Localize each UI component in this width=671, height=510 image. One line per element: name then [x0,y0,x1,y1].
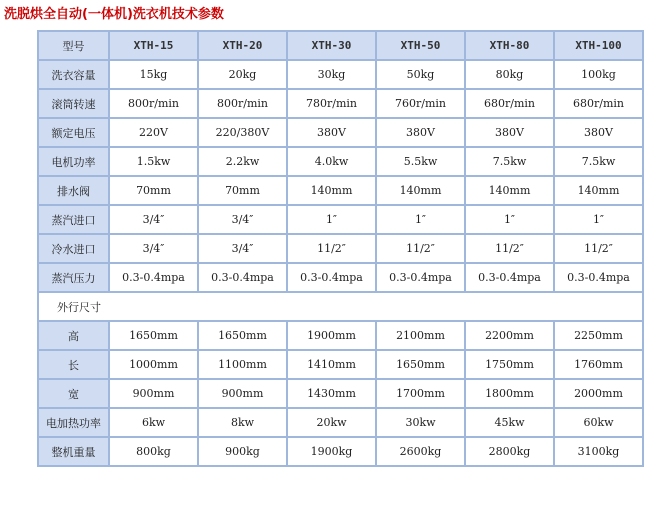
value-cell: 0.3-0.4mpa [110,264,197,291]
row-label-cell: 蒸汽压力 [39,264,108,291]
value-cell: 900mm [110,380,197,407]
row-label-cell: 冷水进口 [39,235,108,262]
value-cell: 680r/min [466,90,553,117]
model-header-cell: XTH-100 [555,32,642,59]
value-cell: 3/4″ [110,206,197,233]
value-cell: 1″ [555,206,642,233]
table-row [39,177,642,204]
value-cell: 7.5kw [466,148,553,175]
value-cell: 11/2″ [288,235,375,262]
row-label-cell: 蒸汽进口 [39,206,108,233]
value-cell: 6kw [110,409,197,436]
value-cell: 0.3-0.4mpa [555,264,642,291]
value-cell: 7.5kw [555,148,642,175]
page-title: 洗脱烘全自动(一体机)洗衣机技术参数 [4,7,224,22]
value-cell: 2200mm [466,322,553,349]
value-cell: 1650mm [377,351,464,378]
row-label-cell: 电机功率 [39,148,108,175]
value-cell: 70mm [110,177,197,204]
row-label-cell: 整机重量 [39,438,108,465]
value-cell: 800r/min [199,90,286,117]
row-label-cell: 滚筒转速 [39,90,108,117]
value-cell: 380V [555,119,642,146]
value-cell: 3/4″ [199,206,286,233]
section-row [39,293,642,320]
value-cell: 0.3-0.4mpa [377,264,464,291]
row-label-cell: 洗衣容量 [39,61,108,88]
value-cell: 380V [288,119,375,146]
value-cell: 11/2″ [377,235,464,262]
value-cell: 1900kg [288,438,375,465]
table-row [39,119,642,146]
value-cell: 3/4″ [110,235,197,262]
value-cell: 220V [110,119,197,146]
value-cell: 0.3-0.4mpa [288,264,375,291]
value-cell: 0.3-0.4mpa [466,264,553,291]
row-label-cell: 长 [39,351,108,378]
table-row [39,206,642,233]
value-cell: 1410mm [288,351,375,378]
model-header-cell: XTH-20 [199,32,286,59]
value-cell: 20kg [199,61,286,88]
value-cell: 30kg [288,61,375,88]
value-cell: 3100kg [555,438,642,465]
value-cell: 8kw [199,409,286,436]
value-cell: 1.5kw [110,148,197,175]
value-cell: 20kw [288,409,375,436]
row-label-cell: 高 [39,322,108,349]
table-row [39,322,642,349]
table-header-row [39,32,642,59]
value-cell: 50kg [377,61,464,88]
value-cell: 30kw [377,409,464,436]
model-header-cell: XTH-30 [288,32,375,59]
table-row [39,438,642,465]
value-cell: 900kg [199,438,286,465]
value-cell: 70mm [199,177,286,204]
value-cell: 1650mm [199,322,286,349]
value-cell: 2600kg [377,438,464,465]
value-cell: 1100mm [199,351,286,378]
model-header-cell: XTH-80 [466,32,553,59]
value-cell: 3/4″ [199,235,286,262]
row-label-cell: 电加热功率 [39,409,108,436]
value-cell: 800kg [110,438,197,465]
value-cell: 2000mm [555,380,642,407]
value-cell: 380V [377,119,464,146]
value-cell: 220/380V [199,119,286,146]
value-cell: 1″ [288,206,375,233]
value-cell: 2100mm [377,322,464,349]
value-cell: 80kg [466,61,553,88]
value-cell: 2800kg [466,438,553,465]
table-row [39,380,642,407]
value-cell: 2250mm [555,322,642,349]
value-cell: 45kw [466,409,553,436]
model-header-cell: XTH-15 [110,32,197,59]
value-cell: 1430mm [288,380,375,407]
spec-table [37,30,644,467]
row-label-cell: 排水阀 [39,177,108,204]
value-cell: 1″ [466,206,553,233]
value-cell: 60kw [555,409,642,436]
value-cell: 140mm [377,177,464,204]
value-cell: 5.5kw [377,148,464,175]
model-header-cell: XTH-50 [377,32,464,59]
value-cell: 1750mm [466,351,553,378]
row-label-cell: 宽 [39,380,108,407]
value-cell: 1700mm [377,380,464,407]
value-cell: 140mm [555,177,642,204]
row-label-cell: 额定电压 [39,119,108,146]
table-row [39,351,642,378]
value-cell: 140mm [466,177,553,204]
header-label-cell: 型号 [39,32,108,59]
value-cell: 15kg [110,61,197,88]
value-cell: 1″ [377,206,464,233]
value-cell: 680r/min [555,90,642,117]
value-cell: 0.3-0.4mpa [199,264,286,291]
value-cell: 1900mm [288,322,375,349]
value-cell: 2.2kw [199,148,286,175]
table-row [39,61,642,88]
table-row [39,90,642,117]
value-cell: 1650mm [110,322,197,349]
value-cell: 380V [466,119,553,146]
value-cell: 780r/min [288,90,375,117]
value-cell: 140mm [288,177,375,204]
value-cell: 1760mm [555,351,642,378]
value-cell: 4.0kw [288,148,375,175]
value-cell: 1800mm [466,380,553,407]
value-cell: 11/2″ [555,235,642,262]
section-label: 外行尺寸 [39,293,642,320]
table-row [39,409,642,436]
table-row [39,264,642,291]
value-cell: 11/2″ [466,235,553,262]
value-cell: 760r/min [377,90,464,117]
table-row [39,235,642,262]
value-cell: 800r/min [110,90,197,117]
value-cell: 100kg [555,61,642,88]
value-cell: 1000mm [110,351,197,378]
table-row [39,148,642,175]
value-cell: 900mm [199,380,286,407]
